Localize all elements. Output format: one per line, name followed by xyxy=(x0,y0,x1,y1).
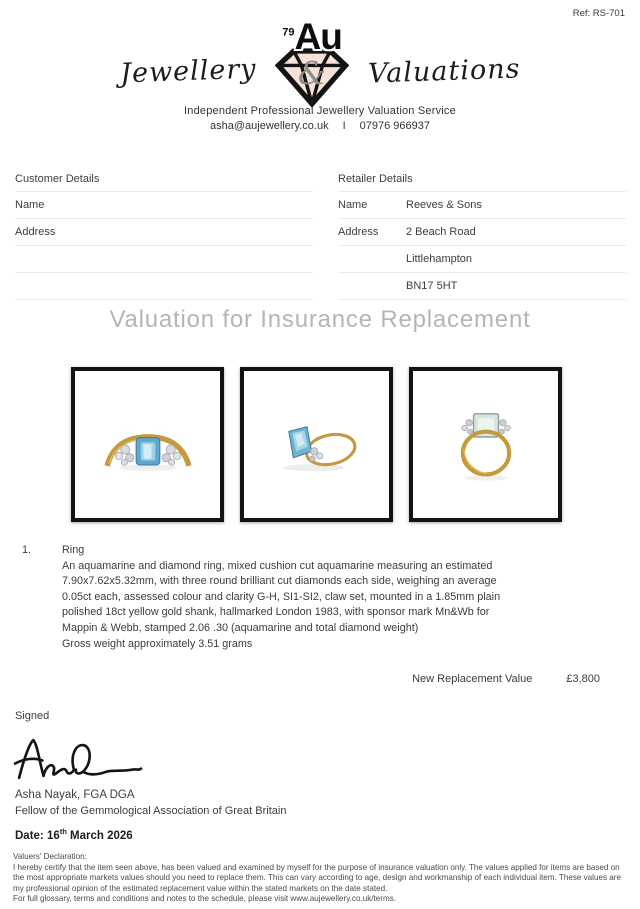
declaration-title: Valuers' Declaration: xyxy=(13,852,87,861)
date-ordinal: th xyxy=(59,827,67,836)
signed-label: Signed xyxy=(15,710,50,722)
row-label: Name xyxy=(338,199,368,211)
logo-word-jewellery: Jewellery xyxy=(119,53,257,89)
page-title: Valuation for Insurance Replacement xyxy=(109,306,531,333)
table-row xyxy=(338,219,626,246)
date-prefix: Date: 16 xyxy=(15,829,60,842)
ring-photo-back xyxy=(409,367,562,522)
details-section xyxy=(15,167,626,300)
gold-symbol-text xyxy=(282,16,342,58)
company-logo xyxy=(0,16,640,108)
item-header xyxy=(22,543,522,559)
logo-word-valuations: Valuations xyxy=(367,52,521,90)
replacement-value-row xyxy=(412,673,600,685)
gross-weight: Gross weight approximately 3.51 grams xyxy=(62,637,253,650)
valuer-name: Asha Nayak, FGA DGA xyxy=(15,789,135,801)
customer-details-title: Customer Details xyxy=(15,167,313,192)
reference-number: Ref: RS-701 xyxy=(572,8,625,19)
logo-ampersand: & xyxy=(297,56,327,93)
table-row xyxy=(15,246,313,273)
row-label: Address xyxy=(338,226,379,238)
valuation-date xyxy=(15,827,133,842)
contact-phone: 07976 966937 xyxy=(359,120,430,132)
declaration-body: I hereby certify that the item seen above, has been valued and examined by myself for the purpose of insurance valuation only. The values applied for items are based on the most appropriate markets values should you need to replace them. This can vary according to age, design and workmanship of each individual item. These values are my professional opinion of the estimated replacement value within the stated markets on the date stated. xyxy=(13,862,621,893)
ring-front-illustration xyxy=(98,416,198,474)
ring-side-illustration xyxy=(267,414,367,476)
item-number: 1. xyxy=(22,544,32,556)
ring-photo-side xyxy=(240,367,393,522)
retailer-name: Reeves & Sons xyxy=(406,199,482,211)
item-section xyxy=(22,543,522,652)
table-row xyxy=(15,219,313,246)
contact-line xyxy=(0,120,640,132)
replacement-value-amount: £3,800 xyxy=(566,673,600,685)
table-row xyxy=(338,273,626,300)
element-symbol: Au xyxy=(294,16,342,57)
declaration-terms: For full glossary, terms and conditions and notes to the schedule, please visit www.aujewellery.co.uk/terms. xyxy=(13,894,396,904)
ring-photo-front xyxy=(71,367,224,522)
retailer-address-line: Littlehampton xyxy=(406,253,473,265)
logo-diamond-stack xyxy=(260,16,364,108)
atomic-number: 79 xyxy=(282,26,295,39)
item-description: An aquamarine and diamond ring, mixed cushion cut aquamarine measuring an estimated 7.90x7.62x5.32mm, with three round brilliant cut diamonds each side, weighing an average 0.05ct each, assessed colour and clarity G-H, SI1-SI2, claw set, mounted in a 1.85mm plain polished 18ct yellow gold shank, hallmarked London 1983, with sponsor mark Mn&Wb for Mappin & Webb, stamped 2.06 .30 (aquamarine and total diamond weight) xyxy=(62,559,501,634)
table-row xyxy=(338,192,626,219)
signature-mark xyxy=(12,731,144,787)
table-row xyxy=(15,273,313,300)
row-label: Address xyxy=(15,226,56,238)
retailer-details-table xyxy=(338,167,626,300)
customer-details-table xyxy=(15,167,313,300)
table-row xyxy=(338,246,626,273)
retailer-address-line: 2 Beach Road xyxy=(406,226,476,238)
contact-separator: I xyxy=(342,120,346,132)
retailer-address-line: BN17 5HT xyxy=(406,280,458,292)
item-name: Ring xyxy=(62,544,85,556)
ring-back-illustration xyxy=(437,406,535,484)
replacement-value-label: New Replacement Value xyxy=(412,673,533,685)
valuer-title: Fellow of the Gemmological Association of Great Britain xyxy=(15,805,287,817)
row-label: Name xyxy=(15,199,45,211)
valuers-declaration xyxy=(13,852,629,905)
table-row xyxy=(15,192,313,219)
contact-email: asha@aujewellery.co.uk xyxy=(210,120,329,132)
retailer-details-title: Retailer Details xyxy=(338,167,626,192)
company-tagline: Independent Professional Jewellery Valuation Service xyxy=(184,105,456,117)
date-suffix: March 2026 xyxy=(66,829,133,842)
